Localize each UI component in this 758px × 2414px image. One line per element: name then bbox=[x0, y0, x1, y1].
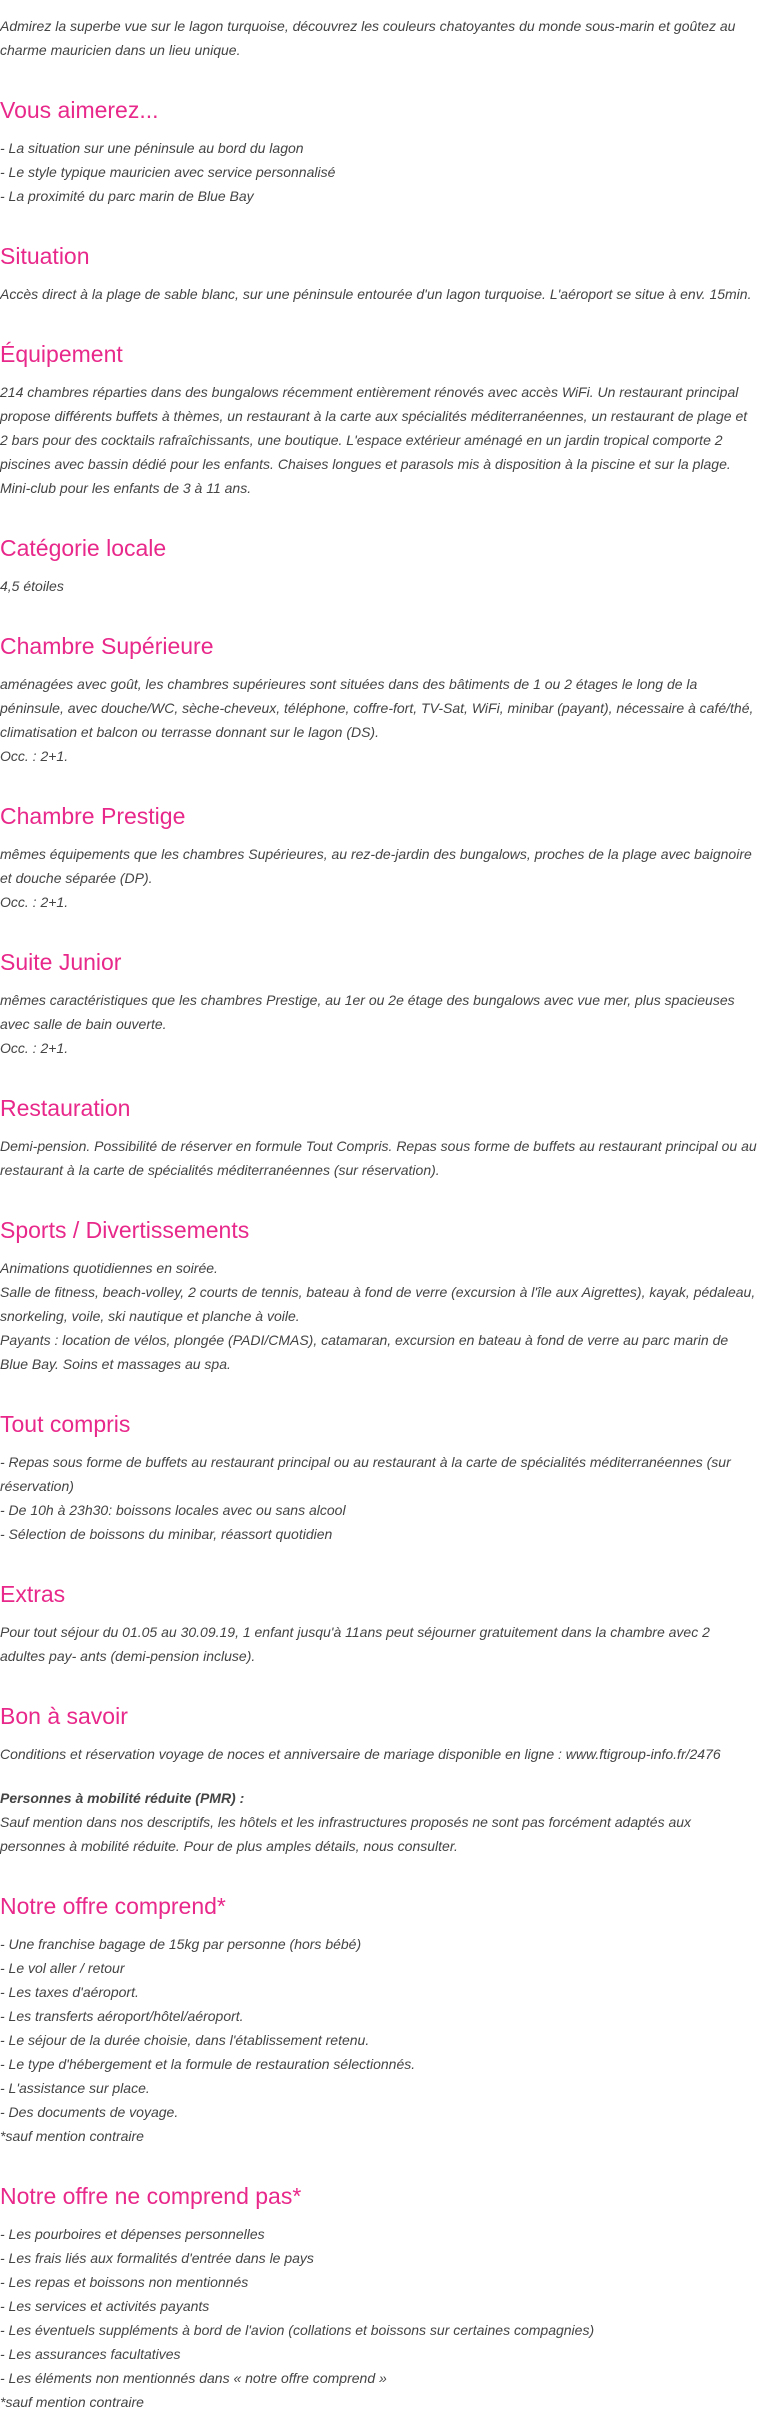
section-line: Occ. : 2+1. bbox=[0, 1040, 69, 1056]
section-line: Personnes à mobilité réduite (PMR) : bbox=[0, 1790, 245, 1806]
section bbox=[0, 533, 758, 598]
section-line: - Les éléments non mentionnés dans « notre offre comprend » bbox=[0, 2370, 387, 2386]
section-line: - Les assurances facultatives bbox=[0, 2346, 181, 2362]
section-line: Sauf mention dans nos descriptifs, les hôtels et les infrastructures proposés ne sont pas forcément adaptés aux personnes à mobilité réduite. Pour de plus amples détails, nous consulter. bbox=[0, 1814, 692, 1854]
section bbox=[0, 631, 758, 768]
section-line: Animations quotidiennes en soirée. bbox=[0, 1260, 218, 1276]
section-line: - Les taxes d'aéroport. bbox=[0, 1984, 139, 2000]
section-title: Bon à savoir bbox=[0, 1703, 128, 1729]
section bbox=[0, 1701, 758, 1858]
section-line: Conditions et réservation voyage de noces et anniversaire de mariage disponible en ligne : www.ftigroup-info.fr/2476 bbox=[0, 1746, 721, 1762]
section bbox=[0, 339, 758, 500]
section-line: Occ. : 2+1. bbox=[0, 748, 69, 764]
section bbox=[0, 1093, 758, 1182]
section-line: - Sélection de boissons du minibar, réassort quotidien bbox=[0, 1526, 333, 1542]
section-line: mêmes équipements que les chambres Supérieures, au rez-de-jardin des bungalows, proches de la plage avec baignoire et douche séparée (DP). bbox=[0, 846, 752, 886]
section-line: 214 chambres réparties dans des bungalows récemment entièrement rénovés avec accès WiFi. Un restaurant principal propose différents buffets à thèmes, un restaurant à la carte aux spécialités méditerranéennes, un restaurant de plage et 2 bars pour des cocktails rafraîchissants, une boutique. L'espace extérieur aménagé en un jardin tropical comporte 2 piscines avec bassin dédié pour les enfants. Chaises longues et parasols mis à disposition à la piscine et sur la plage. Mini-club pour les enfants de 3 à 11 ans. bbox=[0, 384, 748, 496]
section-title: Chambre Supérieure bbox=[0, 633, 214, 659]
section-title: Restauration bbox=[0, 1095, 131, 1121]
section bbox=[0, 801, 758, 914]
section-line: - Repas sous forme de buffets au restaurant principal ou au restaurant à la carte de spécialités méditerranéennes (sur réservation) bbox=[0, 1454, 731, 1494]
section-line: aménagées avec goût, les chambres supérieures sont situées dans des bâtiments de 1 ou 2 étages le long de la péninsule, avec douche/WC, sèche-cheveux, téléphone, coffre-fort, TV-Sat, WiFi, minibar (payant), nécessaire à café/thé, climatisation et balcon ou terrasse donnant sur le lagon (DS). bbox=[0, 676, 754, 740]
section bbox=[0, 241, 758, 306]
section-line: - Les éventuels suppléments à bord de l'avion (collations et boissons sur certaines compagnies) bbox=[0, 2322, 595, 2338]
section bbox=[0, 1579, 758, 1668]
section-line: - L'assistance sur place. bbox=[0, 2080, 150, 2096]
section bbox=[0, 1215, 758, 1376]
section-line: - Le vol aller / retour bbox=[0, 1960, 125, 1976]
section-line: - Une franchise bagage de 15kg par personne (hors bébé) bbox=[0, 1936, 362, 1952]
section-title: Suite Junior bbox=[0, 949, 122, 975]
spacer bbox=[0, 1766, 758, 1786]
section-line: *sauf mention contraire bbox=[0, 2394, 144, 2410]
section-line: Payants : location de vélos, plongée (PADI/CMAS), catamaran, excursion en bateau à fond de verre au parc marin de Blue Bay. Soins et massages au spa. bbox=[0, 1332, 729, 1372]
section-line: - Les repas et boissons non mentionnés bbox=[0, 2274, 249, 2290]
section-title: Sports / Divertissements bbox=[0, 1217, 250, 1243]
section-line: - Les services et activités payants bbox=[0, 2298, 210, 2314]
intro-paragraph: Admirez la superbe vue sur le lagon turquoise, découvrez les couleurs chatoyantes du monde sous-marin et goûtez au charme mauricien dans un lieu unique. bbox=[0, 18, 736, 58]
section-line: - Les frais liés aux formalités d'entrée dans le pays bbox=[0, 2250, 314, 2266]
section-line: Pour tout séjour du 01.05 au 30.09.19, 1 enfant jusqu'à 11ans peut séjourner gratuitement dans la chambre avec 2 adultes pay- ants (demi-pension incluse). bbox=[0, 1624, 710, 1664]
section-line: - Le style typique mauricien avec service personnalisé bbox=[0, 164, 336, 180]
section-line: 4,5 étoiles bbox=[0, 578, 64, 594]
section-title: Catégorie locale bbox=[0, 535, 167, 561]
section-title: Extras bbox=[0, 1581, 66, 1607]
section bbox=[0, 95, 758, 208]
section-line: - De 10h à 23h30: boissons locales avec ou sans alcool bbox=[0, 1502, 346, 1518]
section-line: - Le type d'hébergement et la formule de restauration sélectionnés. bbox=[0, 2056, 416, 2072]
section-line: Salle de fitness, beach-volley, 2 courts de tennis, bateau à fond de verre (excursion à l'île aux Aigrettes), kayak, pédaleau, snorkeling, voile, ski nautique et planche à voile. bbox=[0, 1284, 756, 1324]
section-line: - Le séjour de la durée choisie, dans l'établissement retenu. bbox=[0, 2032, 370, 2048]
section-line: Accès direct à la plage de sable blanc, sur une péninsule entourée d'un lagon turquoise. L'aéroport se situe à env. 15min. bbox=[0, 286, 752, 302]
sections-container bbox=[0, 95, 758, 2414]
section-line: *sauf mention contraire bbox=[0, 2128, 144, 2144]
section-title: Vous aimerez... bbox=[0, 97, 159, 123]
section bbox=[0, 2181, 758, 2414]
section-line: - Les transferts aéroport/hôtel/aéroport. bbox=[0, 2008, 244, 2024]
section-title: Équipement bbox=[0, 341, 123, 367]
section bbox=[0, 1891, 758, 2148]
section-title: Chambre Prestige bbox=[0, 803, 186, 829]
section-title: Tout compris bbox=[0, 1411, 131, 1437]
section-line: - Des documents de voyage. bbox=[0, 2104, 179, 2120]
section-line: - Les pourboires et dépenses personnelles bbox=[0, 2226, 265, 2242]
section-line: Demi-pension. Possibilité de réserver en formule Tout Compris. Repas sous forme de buffets au restaurant principal ou au restaurant à la carte de spécialités méditerranéennes (sur réservation). bbox=[0, 1138, 757, 1178]
section-line: - La proximité du parc marin de Blue Bay bbox=[0, 188, 254, 204]
section-title: Situation bbox=[0, 243, 90, 269]
section bbox=[0, 947, 758, 1060]
section-title: Notre offre comprend* bbox=[0, 1893, 226, 1919]
section-line: mêmes caractéristiques que les chambres Prestige, au 1er ou 2e étage des bungalows avec vue mer, plus spacieuses avec salle de bain ouverte. bbox=[0, 992, 735, 1032]
section-line: - La situation sur une péninsule au bord du lagon bbox=[0, 140, 304, 156]
section bbox=[0, 1409, 758, 1546]
section-line: Occ. : 2+1. bbox=[0, 894, 69, 910]
section-title: Notre offre ne comprend pas* bbox=[0, 2183, 302, 2209]
